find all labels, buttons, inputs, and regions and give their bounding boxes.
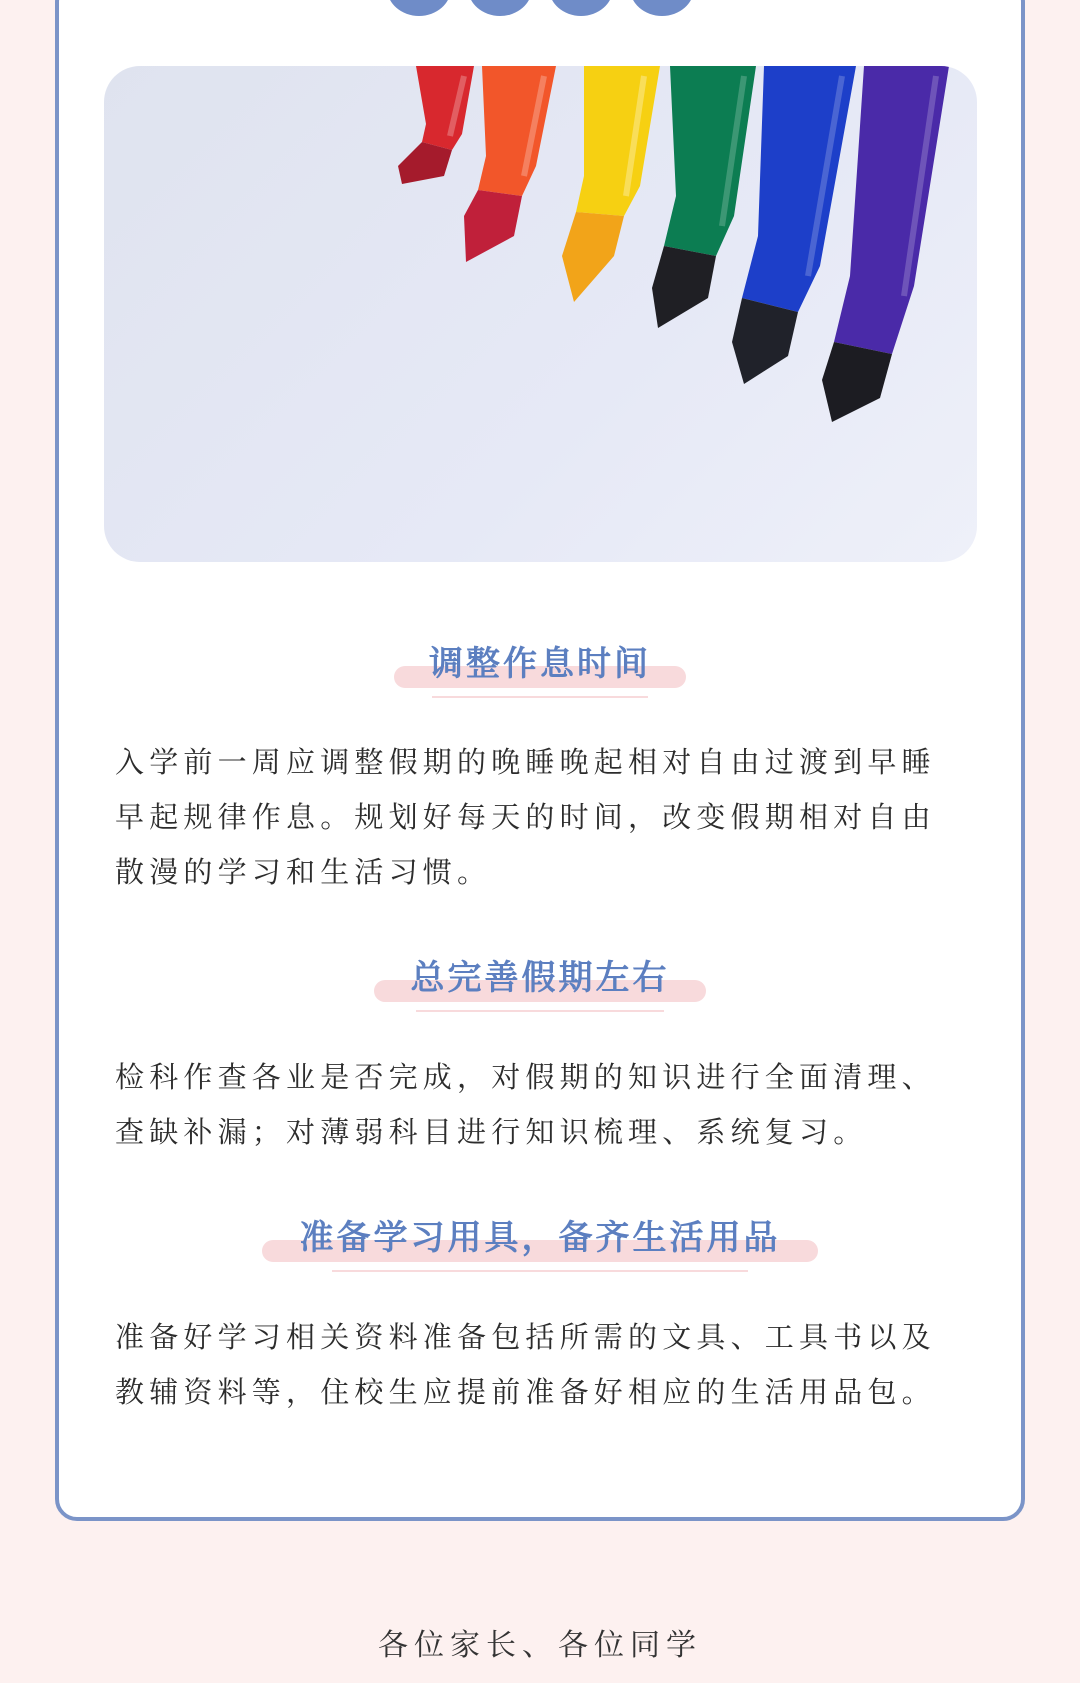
dot-icon xyxy=(468,0,532,16)
section-2-body: 检科作查各业是否完成，对假期的知识进行全面清理、查缺补漏；对薄弱科目进行知识梳理、系统复习。 xyxy=(115,1060,936,1149)
heading-underline xyxy=(432,696,648,698)
heading-underline xyxy=(416,1010,664,1012)
footer-greeting: 各位家长、各位同学 xyxy=(378,1628,702,1663)
dot-icon xyxy=(387,0,451,16)
section-title: 调整作息时间 xyxy=(429,644,651,684)
decorative-dots xyxy=(0,0,1080,20)
yellow-marker-icon xyxy=(562,66,660,302)
section-3-body: 准备好学习相关资料准备包括所需的文具、工具书以及教辅资料等，住校生应提前准备好相应的生活用品包。 xyxy=(115,1320,936,1409)
section-3-heading xyxy=(0,1210,1080,1259)
section-2-heading xyxy=(0,950,1080,999)
dot-icon xyxy=(630,0,694,16)
section-1-heading xyxy=(0,636,1080,685)
section-title: 总完善假期左右 xyxy=(410,958,670,998)
markers-photo xyxy=(104,66,977,562)
heading-underline xyxy=(332,1270,748,1272)
dot-icon xyxy=(549,0,613,16)
section-1-body: 入学前一周应调整假期的晚睡晚起相对自由过渡到早睡早起规律作息。规划好每天的时间，改变假期相对自由散漫的学习和生活习惯。 xyxy=(115,745,936,889)
section-title: 准备学习用具，备齐生活用品 xyxy=(299,1218,781,1258)
